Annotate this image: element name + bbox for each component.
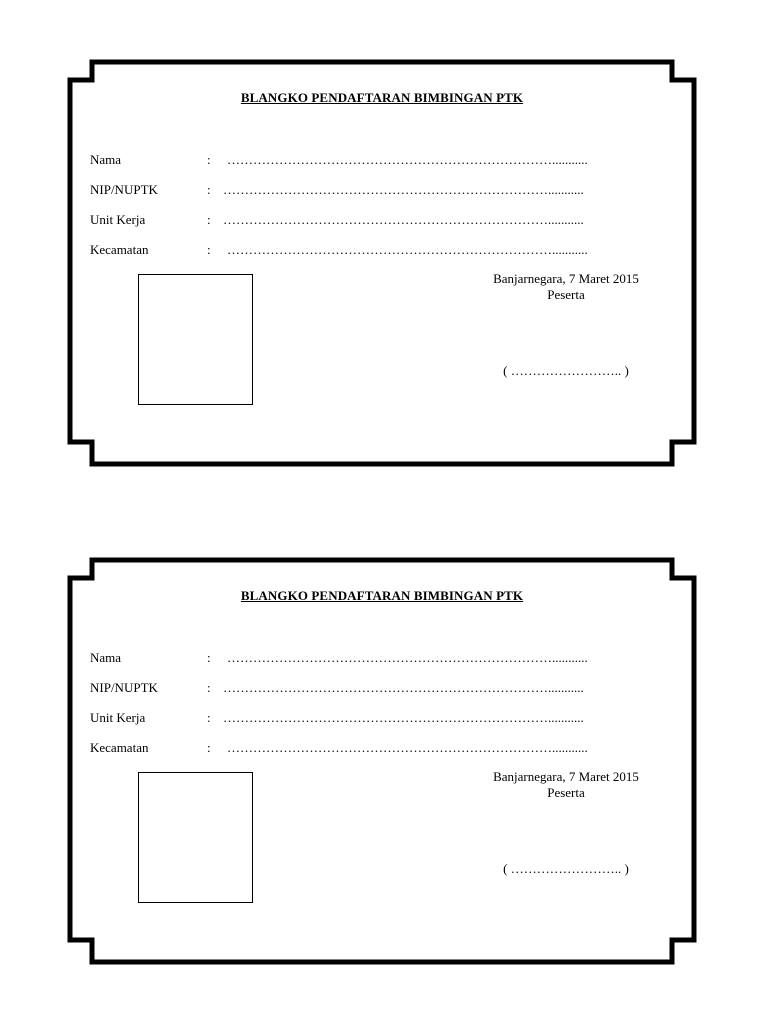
signature-block bbox=[466, 271, 666, 303]
field-label: Kecamatan bbox=[90, 242, 149, 257]
field-kecamatan bbox=[90, 242, 650, 260]
field-blank-line[interactable]: …………………………………………………………………........... bbox=[223, 680, 584, 695]
field-label: Nama bbox=[90, 152, 122, 167]
field-colon: : bbox=[207, 212, 211, 227]
field-blank-line[interactable]: …………………………………………………………………........... bbox=[227, 242, 588, 257]
field-blank-line[interactable]: …………………………………………………………………........... bbox=[223, 212, 584, 227]
field-label: NIP/NUPTK bbox=[90, 680, 158, 695]
registration-card-2 bbox=[66, 556, 698, 966]
field-blank-line[interactable]: …………………………………………………………………........... bbox=[227, 152, 588, 167]
field-colon: : bbox=[207, 680, 211, 695]
field-blank-line[interactable]: …………………………………………………………………........... bbox=[227, 650, 588, 665]
field-nama bbox=[90, 650, 650, 668]
photo-box bbox=[138, 274, 253, 405]
role-label: Peserta bbox=[547, 287, 585, 302]
field-colon: : bbox=[207, 242, 211, 257]
field-colon: : bbox=[207, 650, 211, 665]
signature-block bbox=[466, 769, 666, 801]
registration-card-1 bbox=[66, 58, 698, 468]
field-label: Nama bbox=[90, 650, 122, 665]
field-colon: : bbox=[207, 182, 211, 197]
place-date: Banjarnegara, 7 Maret 2015 bbox=[493, 769, 639, 784]
field-blank-line[interactable]: …………………………………………………………………........... bbox=[227, 740, 588, 755]
form-title: BLANGKO PENDAFTARAN BIMBINGAN PTK bbox=[240, 588, 524, 603]
place-date: Banjarnegara, 7 Maret 2015 bbox=[493, 271, 639, 286]
role-label: Peserta bbox=[547, 785, 585, 800]
field-label: Unit Kerja bbox=[90, 212, 146, 227]
field-colon: : bbox=[207, 152, 211, 167]
field-nama bbox=[90, 152, 650, 170]
field-label: NIP/NUPTK bbox=[90, 182, 158, 197]
photo-box bbox=[138, 772, 253, 903]
field-blank-line[interactable]: …………………………………………………………………........... bbox=[223, 710, 584, 725]
field-colon: : bbox=[207, 710, 211, 725]
signature-line[interactable]: ( …………………….. ) bbox=[503, 363, 629, 378]
field-unit-kerja bbox=[90, 710, 650, 728]
field-nip-nuptk bbox=[90, 680, 650, 698]
field-blank-line[interactable]: …………………………………………………………………........... bbox=[223, 182, 584, 197]
field-colon: : bbox=[207, 740, 211, 755]
field-unit-kerja bbox=[90, 212, 650, 230]
signature-line[interactable]: ( …………………….. ) bbox=[503, 861, 629, 876]
field-nip-nuptk bbox=[90, 182, 650, 200]
field-label: Kecamatan bbox=[90, 740, 149, 755]
card-border-frame bbox=[66, 556, 698, 966]
card-border-frame bbox=[66, 58, 698, 468]
form-title: BLANGKO PENDAFTARAN BIMBINGAN PTK bbox=[240, 90, 524, 105]
field-label: Unit Kerja bbox=[90, 710, 146, 725]
field-kecamatan bbox=[90, 740, 650, 758]
